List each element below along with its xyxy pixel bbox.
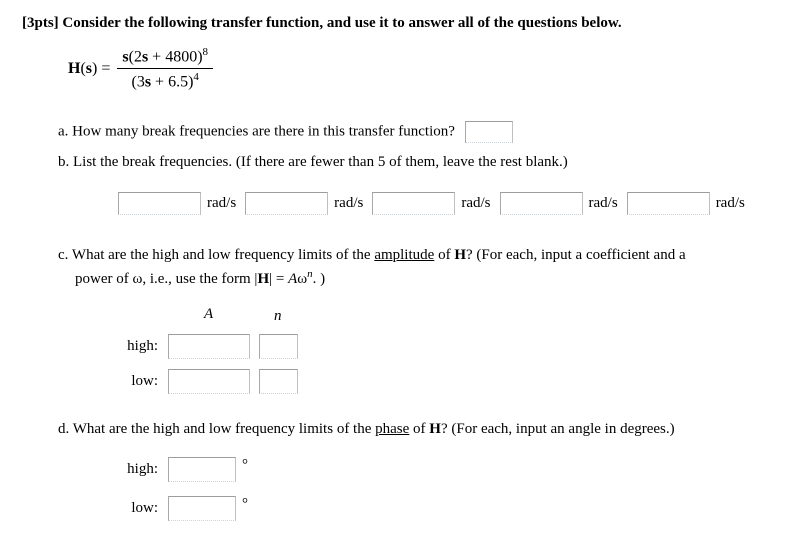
break-frequency-inputs-row	[118, 192, 754, 215]
question-c-line1: c. What are the high and low frequency limits of the amplitude of H? (For each, input a coefficient and a	[58, 247, 686, 263]
omega-symbol: ω	[297, 271, 308, 287]
question-title-text: Consider the following transfer function, and use it to answer all of the questions below.	[58, 15, 622, 31]
formula-fraction	[117, 46, 213, 92]
amplitude-high-power-input[interactable]	[259, 334, 298, 359]
amplitude-high-coefficient-input[interactable]	[168, 334, 250, 359]
formula-h-symbol: H	[68, 59, 81, 77]
question-d-label: d.	[58, 421, 70, 437]
formula-denominator: $(3s + 6.5)^4$	[117, 68, 213, 91]
break-frequency-input-1[interactable]	[118, 192, 201, 215]
unit-label: rad/s	[207, 195, 237, 211]
break-frequency-group-5	[627, 192, 745, 215]
numerator-exponent: 8	[202, 46, 209, 58]
phase-high-label: high:	[127, 461, 158, 477]
phase-high-input[interactable]	[168, 457, 236, 482]
break-frequency-input-5[interactable]	[627, 192, 710, 215]
question-a-text: How many break frequencies are there in this transfer function?	[72, 123, 455, 140]
question-b-label: b.	[58, 154, 70, 170]
unit-label: rad/s	[461, 195, 491, 211]
formula-lhs: H(s) =	[68, 59, 111, 77]
question-d: d. What are the high and low frequency limits of the phase of H? (For each, input an angle in degrees.)	[58, 421, 675, 437]
question-a	[58, 121, 513, 143]
question-a-label: a.	[58, 123, 69, 140]
break-frequency-group-1	[118, 192, 236, 215]
break-frequency-input-3[interactable]	[372, 192, 455, 215]
phase-low-row	[58, 496, 248, 521]
question-c-label: c.	[58, 247, 69, 263]
question-b	[58, 154, 568, 171]
denominator-exponent: 4	[193, 71, 199, 84]
unit-label: rad/s	[588, 195, 618, 211]
amplitude-high-row	[58, 334, 298, 359]
break-frequency-input-2[interactable]	[245, 192, 328, 215]
coefficient-symbol: A	[288, 271, 298, 287]
break-frequency-group-4	[500, 192, 618, 215]
amplitude-low-row	[58, 369, 298, 394]
degree-symbol: °	[242, 496, 248, 512]
amplitude-low-coefficient-input[interactable]	[168, 369, 250, 394]
unit-label: rad/s	[715, 195, 745, 211]
points-badge: [3pts]	[22, 15, 59, 31]
amplitude-low-label: low:	[131, 373, 158, 389]
break-frequency-group-2	[245, 192, 363, 215]
amplitude-high-label: high:	[127, 338, 158, 354]
transfer-function-formula	[68, 46, 213, 92]
break-frequency-group-3	[372, 192, 490, 215]
phase-low-label: low:	[131, 500, 158, 516]
phase-high-row	[58, 457, 248, 482]
question-b-text: List the break frequencies. (If there are fewer than 5 of them, leave the rest blank.)	[73, 154, 568, 170]
unit-label: rad/s	[334, 195, 364, 211]
question-c-line2: power of ω, i.e., use the form $|H| = A\omega^n$. )	[75, 268, 326, 287]
amplitude-column-header-n: n	[274, 308, 282, 324]
formula-numerator: $s(2s + 4800)^8$	[122, 46, 209, 66]
amplitude-underlined: amplitude	[374, 247, 435, 263]
power-symbol: n	[307, 268, 313, 280]
break-frequency-input-4[interactable]	[500, 192, 583, 215]
phase-underlined: phase	[375, 421, 410, 437]
question-title	[22, 15, 622, 32]
break-frequency-count-input[interactable]	[465, 121, 513, 143]
phase-low-input[interactable]	[168, 496, 236, 521]
amplitude-column-header-A: A	[204, 306, 214, 322]
degree-symbol: °	[242, 457, 248, 473]
amplitude-low-power-input[interactable]	[259, 369, 298, 394]
